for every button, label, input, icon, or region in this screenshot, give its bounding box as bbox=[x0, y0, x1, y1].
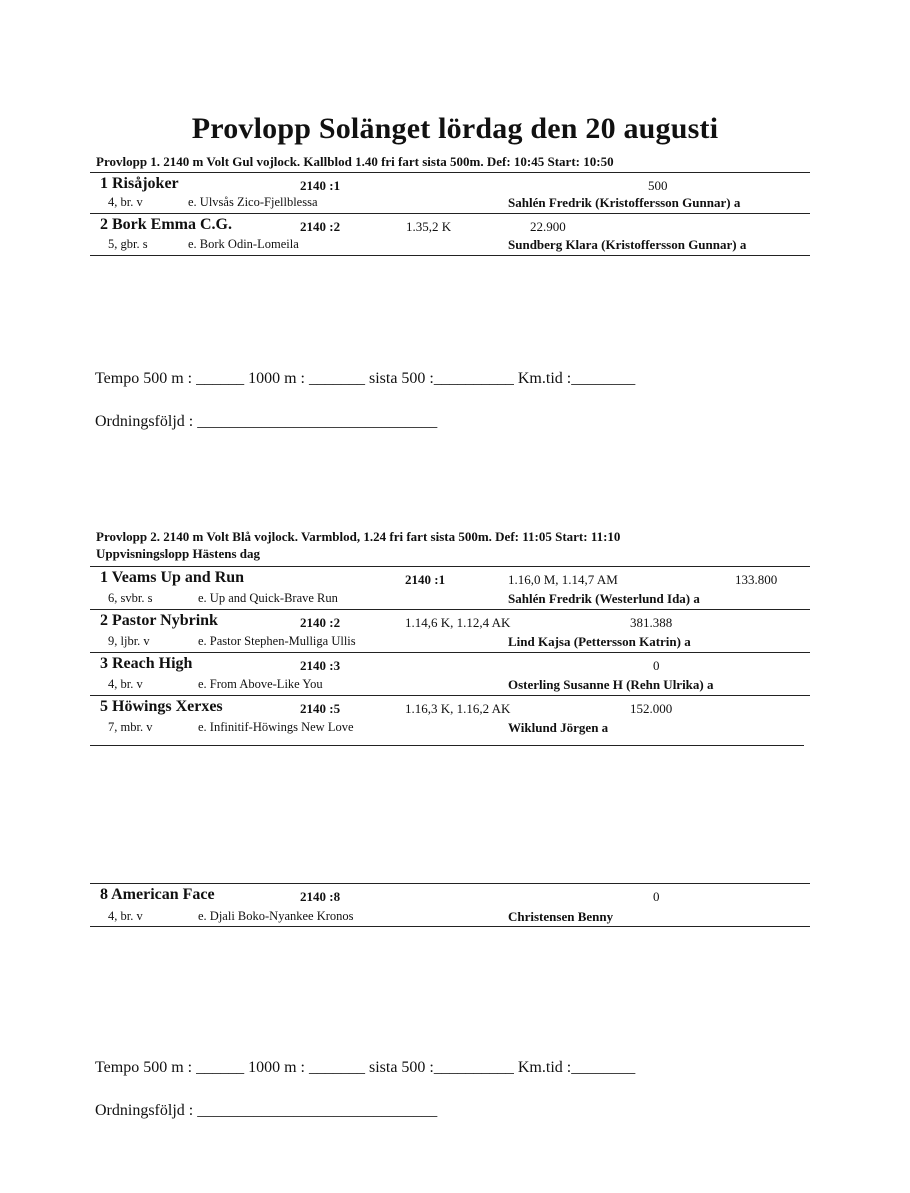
race2-header: Provlopp 2. 2140 m Volt Blå vojlock. Varmblod, 1.24 fri fart sista 500m. Def: 11:05 Start: 11:10 bbox=[96, 529, 621, 544]
horse-name: 5 Höwings Xerxes bbox=[100, 698, 223, 715]
divider bbox=[90, 255, 810, 256]
track-position: 2140 :2 bbox=[300, 219, 341, 234]
record: 1.16,0 M, 1.14,7 AM bbox=[508, 572, 618, 587]
record: 1.14,6 K, 1.12,4 AK bbox=[405, 615, 511, 630]
driver-trainer: Christensen Benny bbox=[508, 909, 614, 924]
tempo-form-line: Tempo 500 m : ______ 1000 m : _______ sista 500 :__________ Km.tid :________ bbox=[95, 370, 636, 387]
horse-name: 1 Risåjoker bbox=[100, 175, 179, 192]
race1-header: Provlopp 1. 2140 m Volt Gul vojlock. Kallblod 1.40 fri fart sista 500m. Def: 10:45 Start: 10:50 bbox=[96, 154, 614, 169]
driver-trainer: Sahlén Fredrik (Kristoffersson Gunnar) a bbox=[508, 195, 741, 210]
pedigree: e. Djali Boko-Nyankee Kronos bbox=[198, 909, 354, 923]
divider bbox=[90, 883, 810, 884]
divider bbox=[90, 213, 810, 214]
driver-trainer: Wiklund Jörgen a bbox=[508, 720, 609, 735]
track-position: 2140 :3 bbox=[300, 658, 341, 673]
divider bbox=[90, 652, 810, 653]
driver-trainer: Sundberg Klara (Kristoffersson Gunnar) a bbox=[508, 237, 747, 252]
horse-info: 6, svbr. s bbox=[108, 591, 153, 605]
divider bbox=[90, 566, 810, 567]
order-form-line: Ordningsföljd : ______________________________ bbox=[95, 1102, 438, 1119]
record: 1.16,3 K, 1.16,2 AK bbox=[405, 701, 511, 716]
earnings: 381.388 bbox=[630, 615, 673, 630]
horse-name: 3 Reach High bbox=[100, 655, 193, 672]
track-position: 2140 :2 bbox=[300, 615, 341, 630]
pedigree: e. Ulvsås Zico-Fjellblessa bbox=[188, 195, 318, 209]
earnings: 22.900 bbox=[530, 219, 566, 234]
horse-info: 4, br. v bbox=[108, 195, 143, 209]
driver-trainer: Osterling Susanne H (Rehn Ulrika) a bbox=[508, 677, 714, 692]
divider bbox=[90, 695, 810, 696]
track-position: 2140 :8 bbox=[300, 889, 341, 904]
earnings: 0 bbox=[653, 658, 660, 673]
track-position: 2140 :1 bbox=[300, 178, 341, 193]
driver-trainer: Sahlén Fredrik (Westerlund Ida) a bbox=[508, 591, 700, 606]
divider bbox=[90, 926, 810, 927]
race2-subheader: Uppvisningslopp Hästens dag bbox=[96, 546, 261, 561]
divider bbox=[90, 172, 810, 173]
pedigree: e. From Above-Like You bbox=[198, 677, 323, 691]
divider bbox=[90, 609, 810, 610]
horse-name: 2 Bork Emma C.G. bbox=[100, 216, 232, 233]
horse-info: 9, ljbr. v bbox=[108, 634, 150, 648]
tempo-form-line: Tempo 500 m : ______ 1000 m : _______ sista 500 :__________ Km.tid :________ bbox=[95, 1059, 636, 1076]
order-form-line: Ordningsföljd : ______________________________ bbox=[95, 413, 438, 430]
pedigree: e. Bork Odin-Lomeila bbox=[188, 237, 299, 251]
pedigree: e. Up and Quick-Brave Run bbox=[198, 591, 338, 605]
earnings: 500 bbox=[648, 178, 668, 193]
horse-info: 7, mbr. v bbox=[108, 720, 153, 734]
horse-info: 4, br. v bbox=[108, 677, 143, 691]
track-position: 2140 :5 bbox=[300, 701, 341, 716]
earnings: 0 bbox=[653, 889, 660, 904]
horse-info: 5, gbr. s bbox=[108, 237, 148, 251]
pedigree: e. Infinitif-Höwings New Love bbox=[198, 720, 354, 734]
horse-name: 1 Veams Up and Run bbox=[100, 569, 245, 586]
track-position: 2140 :1 bbox=[405, 572, 446, 587]
divider bbox=[90, 745, 804, 746]
earnings: 133.800 bbox=[735, 572, 778, 587]
earnings: 152.000 bbox=[630, 701, 673, 716]
pedigree: e. Pastor Stephen-Mulliga Ullis bbox=[198, 634, 356, 648]
driver-trainer: Lind Kajsa (Pettersson Katrin) a bbox=[508, 634, 691, 649]
page-title: Provlopp Solänget lördag den 20 augusti bbox=[191, 112, 719, 145]
horse-name: 8 American Face bbox=[100, 886, 215, 903]
horse-name: 2 Pastor Nybrink bbox=[100, 612, 218, 629]
horse-info: 4, br. v bbox=[108, 909, 143, 923]
record: 1.35,2 K bbox=[406, 219, 452, 234]
